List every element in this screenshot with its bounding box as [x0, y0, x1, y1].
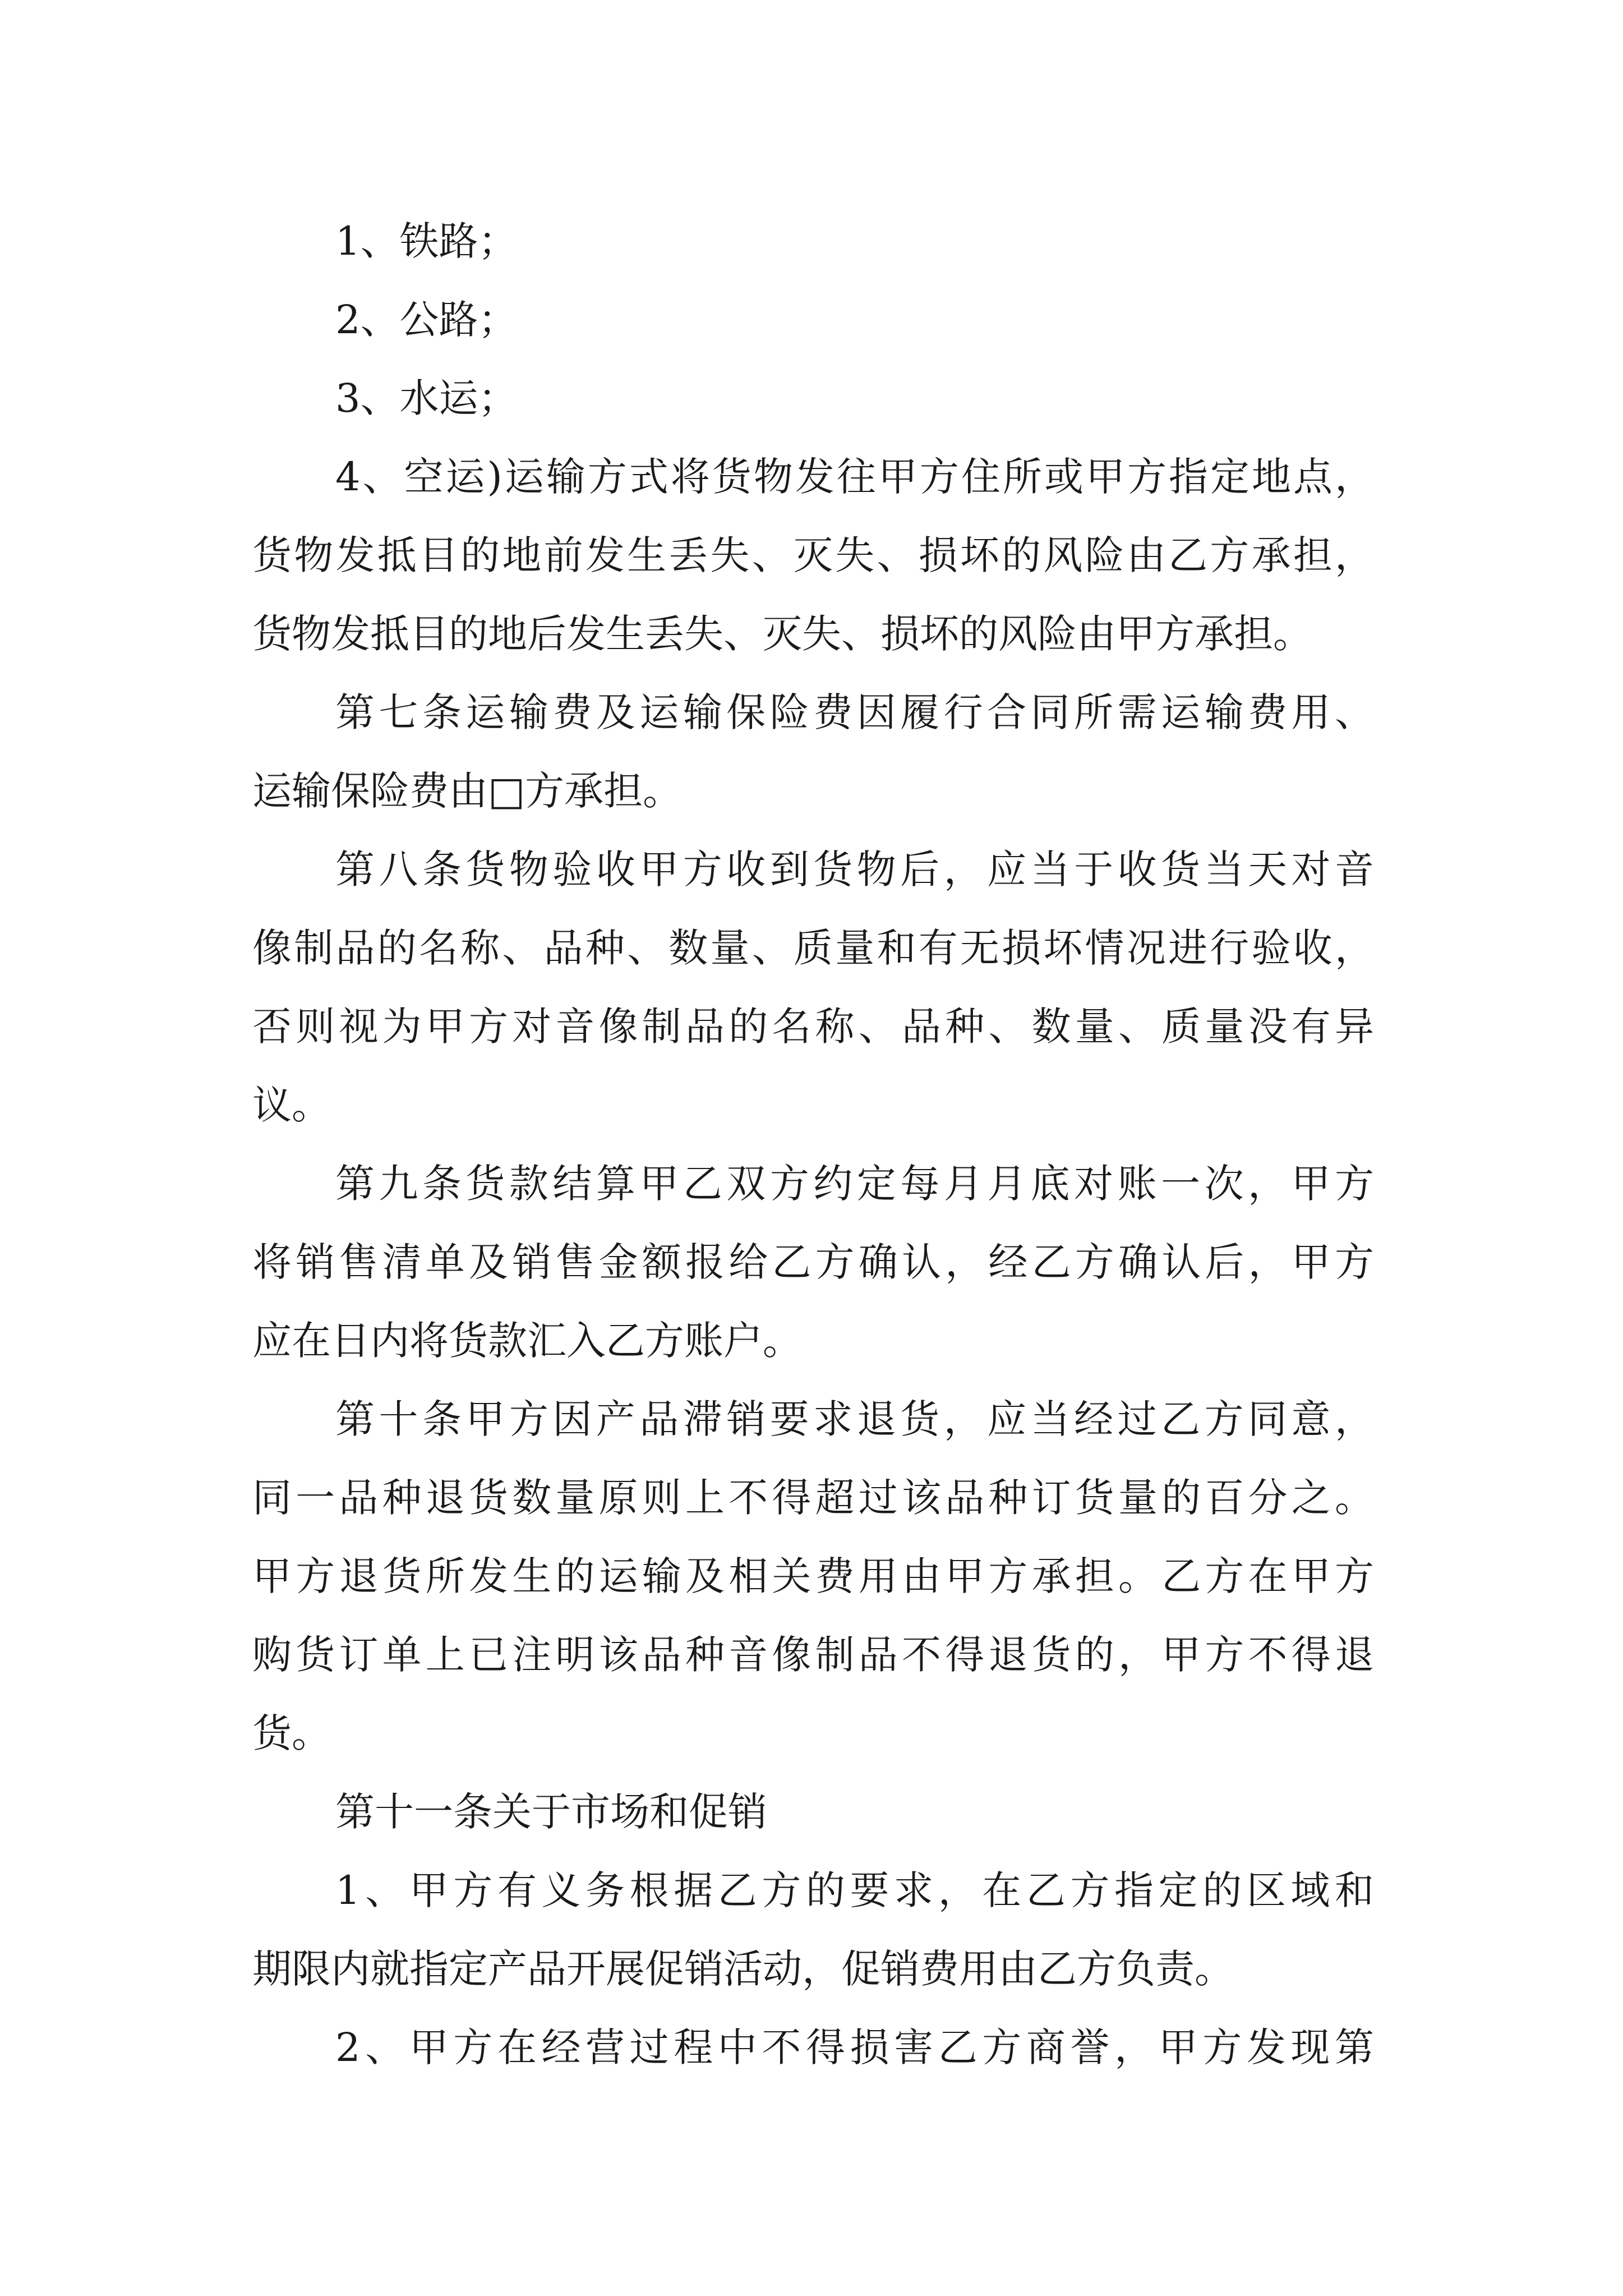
article-9-heading: 第九条货款结算甲乙双方约定每月月底对账一次，甲方: [335, 1161, 1374, 1207]
paragraph-line: 像制品的名称、品种、数量、质量和有无损坏情况进行验收，: [252, 925, 1374, 971]
paragraph-line: 同一品种退货数量原则上不得超过该品种订货量的百分之。: [252, 1475, 1374, 1521]
article-8-heading: 第八条货物验收甲方收到货物后，应当于收货当天对音: [335, 846, 1374, 892]
paragraph-line: 应在日内将货款汇入乙方账户。: [252, 1318, 802, 1364]
article-7-heading: 第七条运输费及运输保险费因履行合同所需运输费用、: [335, 689, 1374, 735]
paragraph-line: 货物发抵目的地前发生丢失、灭失、损坏的风险由乙方承担，: [252, 532, 1374, 578]
paragraph-line: 期限内就指定产品开展促销活动，促销费用由乙方负责。: [252, 1946, 1234, 1992]
paragraph-line: 议。: [252, 1082, 331, 1128]
paragraph-line: 货。: [252, 1710, 331, 1756]
list-item-highway: 2、公路；: [335, 297, 518, 343]
article-11-heading: 第十一条关于市场和促销: [335, 1789, 767, 1835]
paragraph-line: 否则视为甲方对音像制品的名称、品种、数量、质量没有异: [252, 1004, 1374, 1050]
list-item-railway: 1、铁路；: [335, 218, 518, 264]
list-item-reputation: 2、甲方在经营过程中不得损害乙方商誉，甲方发现第: [335, 2024, 1374, 2070]
article-10-heading: 第十条甲方因产品滞销要求退货，应当经过乙方同意，: [335, 1396, 1374, 1442]
paragraph-line: 货物发抵目的地后发生丢失、灭失、损坏的风险由甲方承担。: [252, 611, 1312, 657]
paragraph-line: 将销售清单及销售金额报给乙方确认，经乙方确认后，甲方: [252, 1239, 1374, 1285]
list-item-waterway: 3、水运；: [335, 375, 518, 421]
paragraph-line: 购货订单上已注明该品种音像制品不得退货的，甲方不得退: [252, 1632, 1374, 1678]
list-item-promotion: 1、甲方有义务根据乙方的要求，在乙方指定的区域和: [335, 1867, 1374, 1913]
paragraph-line: 运输保险费由□方承担。: [252, 768, 683, 814]
paragraph-line: 4、空运)运输方式将货物发往甲方住所或甲方指定地点，: [335, 454, 1374, 500]
paragraph-line: 甲方退货所发生的运输及相关费用由甲方承担。乙方在甲方: [252, 1553, 1374, 1599]
